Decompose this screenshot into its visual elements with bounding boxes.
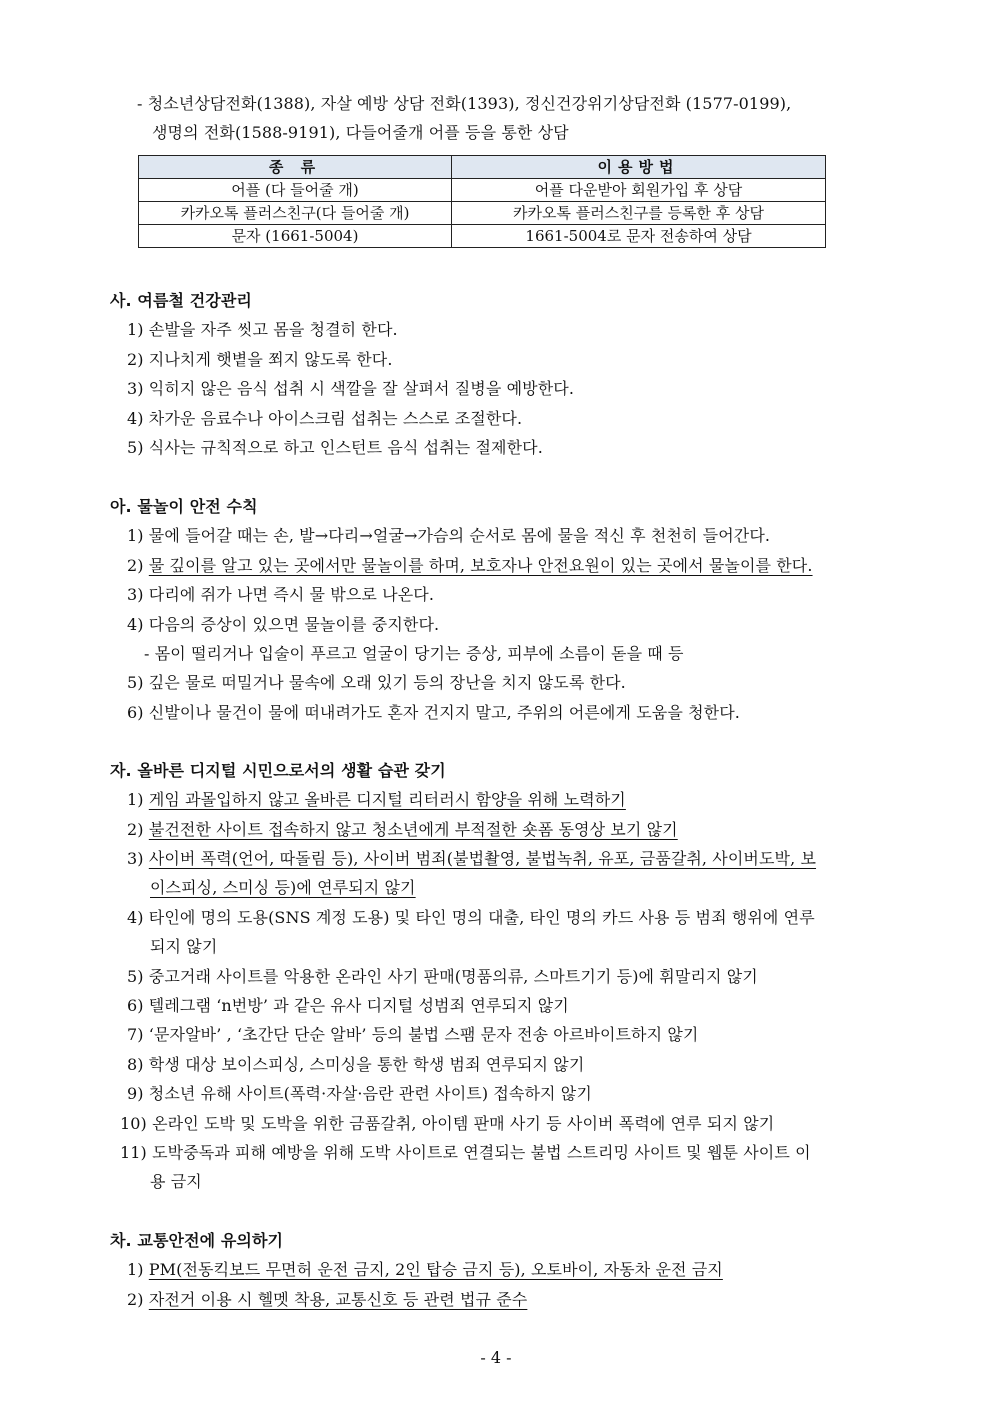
list-item	[127, 789, 626, 811]
list-item-continued: 용 금지	[150, 1172, 202, 1191]
item-number: 2)	[127, 556, 149, 575]
list-item	[127, 848, 816, 870]
table-cell: 카카오톡 플러스친구(다 들어줄 개)	[139, 202, 452, 225]
list-item: 6) 신발이나 물건이 물에 떠내려가도 혼자 건지지 말고, 주위의 어른에게 도움을 청한다.	[127, 703, 740, 722]
table-cell: 문자 (1661-5004)	[139, 225, 452, 248]
item-text: 이스피싱, 스미싱 등)에 연루되지 않기	[150, 878, 416, 897]
list-item	[127, 555, 813, 577]
section-title-summer-health: 사. 여름철 건강관리	[110, 291, 252, 310]
table-row	[139, 202, 826, 225]
list-item	[127, 1259, 723, 1281]
list-item: 6) 텔레그램 ‘n번방’ 과 같은 유사 디지털 성범죄 연루되지 않기	[127, 996, 569, 1015]
intro-line-1: - 청소년상담전화(1388), 자살 예방 상담 전화(1393), 정신건강위기상담전화 (1577-0199),	[137, 94, 792, 113]
table-cell: 어플 (다 들어줄 개)	[139, 179, 452, 202]
table-cell: 1661-5004로 문자 전송하여 상담	[452, 225, 826, 248]
list-item: 5) 중고거래 사이트를 악용한 온라인 사기 판매(명품의류, 스마트기기 등)에 휘말리지 않기	[127, 967, 758, 986]
list-item: 5) 식사는 규칙적으로 하고 인스턴트 음식 섭취는 절제한다.	[127, 438, 543, 457]
list-item	[127, 819, 678, 841]
list-item: 3) 다리에 쥐가 나면 즉시 물 밖으로 나온다.	[127, 585, 435, 604]
item-text: 사이버 폭력(언어, 따돌림 등), 사이버 범죄(불법촬영, 불법녹취, 유포, 금품갈취, 사이버도박, 보	[148, 849, 817, 868]
section-title-water-safety: 아. 물놀이 안전 수칙	[110, 497, 258, 516]
list-item: 10) 온라인 도박 및 도박을 위한 금품갈취, 아이템 판매 사기 등 사이버 폭력에 연루 되지 않기	[120, 1114, 775, 1133]
table-row	[139, 225, 826, 248]
list-item	[127, 1289, 527, 1311]
list-item: 3) 익히지 않은 음식 섭취 시 색깔을 잘 살펴서 질병을 예방한다.	[127, 379, 575, 398]
section-title-digital-citizen: 자. 올바른 디지털 시민으로서의 생활 습관 갖기	[110, 761, 446, 780]
list-item: 4) 타인에 명의 도용(SNS 계정 도용) 및 타인 명의 대출, 타인 명의 카드 사용 등 범죄 행위에 연루	[127, 908, 815, 927]
table-header-row	[139, 156, 826, 179]
page-number: - 4 -	[480, 1348, 512, 1367]
list-item: 8) 학생 대상 보이스피싱, 스미싱을 통한 학생 범죄 연루되지 않기	[127, 1055, 585, 1074]
item-text: PM(전동킥보드 무면허 운전 금지, 2인 탑승 금지 등), 오토바이, 자동차 운전 금지	[148, 1260, 723, 1279]
counseling-table	[138, 155, 826, 248]
list-sub-item: - 몸이 떨리거나 입술이 푸르고 얼굴이 당기는 증상, 피부에 소름이 돋을 때 등	[144, 644, 684, 663]
table-header-method: 이용방법	[452, 156, 826, 179]
list-item: 1) 물에 들어갈 때는 손, 발→다리→얼굴→가슴의 순서로 몸에 물을 적신 후 천천히 들어간다.	[127, 526, 771, 545]
list-item-continued: 되지 않기	[150, 937, 218, 956]
item-number: 2)	[127, 820, 149, 839]
list-item: 9) 청소년 유해 사이트(폭력·자살·음란 관련 사이트) 접속하지 않기	[127, 1084, 592, 1103]
item-text: 불건전한 사이트 접속하지 않고 청소년에게 부적절한 숏폼 동영상 보기 않기	[148, 820, 678, 839]
item-number: 1)	[127, 1260, 149, 1279]
list-item: 1) 손발을 자주 씻고 몸을 청결히 한다.	[127, 320, 398, 339]
item-number: 2)	[127, 1290, 149, 1309]
list-item: 2) 지나치게 햇볕을 쬐지 않도록 한다.	[127, 350, 393, 369]
table-cell: 카카오톡 플러스친구를 등록한 후 상담	[452, 202, 826, 225]
intro-line-2: 생명의 전화(1588-9191), 다들어줄개 어플 등을 통한 상담	[152, 123, 569, 142]
table-cell: 어플 다운받아 회원가입 후 상담	[452, 179, 826, 202]
list-item: 4) 차가운 음료수나 아이스크림 섭취는 스스로 조절한다.	[127, 409, 523, 428]
item-text: 게임 과몰입하지 않고 올바른 디지털 리터러시 함양을 위해 노력하기	[148, 790, 626, 809]
list-item: 7) ‘문자알바’ , ‘초간단 단순 알바’ 등의 불법 스팸 문자 전송 아르바이트하지 않기	[127, 1025, 699, 1044]
section-title-traffic-safety: 차. 교통안전에 유의하기	[110, 1231, 284, 1250]
list-item: 4) 다음의 증상이 있으면 물놀이를 중지한다.	[127, 615, 440, 634]
list-item: 5) 깊은 물로 떠밀거나 물속에 오래 있기 등의 장난을 치지 않도록 한다.	[127, 673, 626, 692]
table-row	[139, 179, 826, 202]
item-text: 자전거 이용 시 헬멧 착용, 교통신호 등 관련 법규 준수	[148, 1290, 528, 1309]
list-item: 11) 도박중독과 피해 예방을 위해 도박 사이트로 연결되는 불법 스트리밍 사이트 및 웹툰 사이트 이	[120, 1143, 811, 1162]
table-header-type: 종 류	[139, 156, 452, 179]
item-number: 1)	[127, 790, 149, 809]
item-text: 물 깊이를 알고 있는 곳에서만 물놀이를 하며, 보호자나 안전요원이 있는 곳에서 물놀이를 한다.	[148, 556, 813, 575]
item-number: 3)	[127, 849, 149, 868]
list-item-continued	[150, 877, 416, 899]
